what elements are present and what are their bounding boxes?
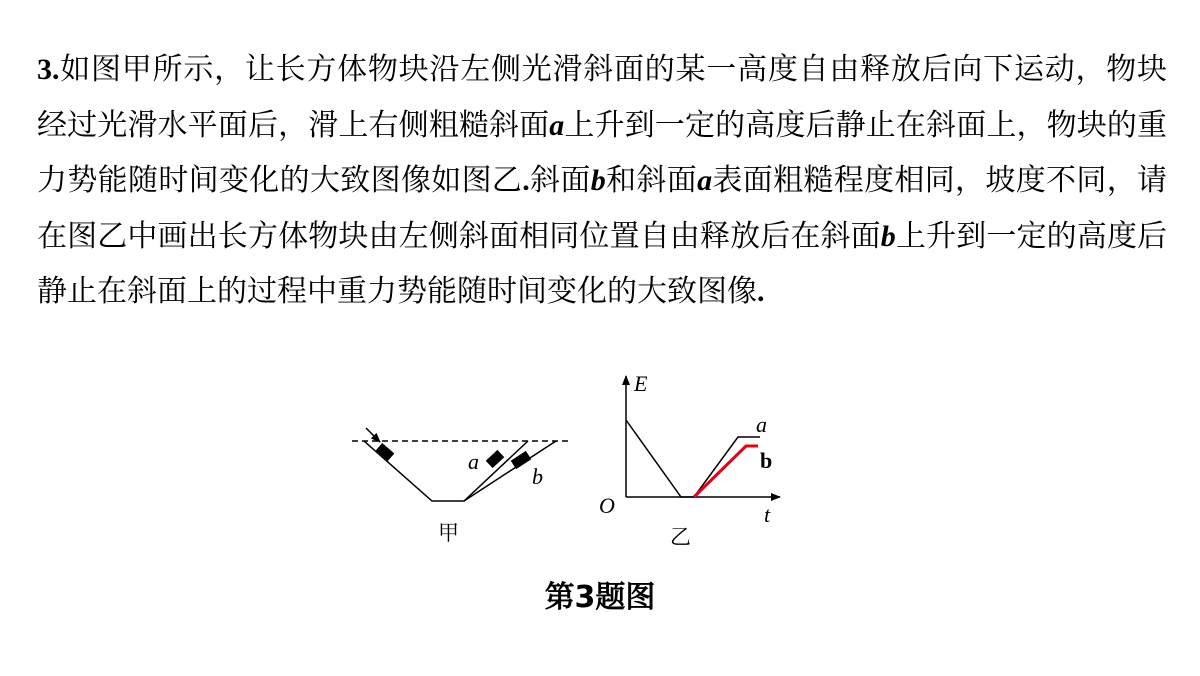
question-segment: 和斜面 [605, 163, 698, 198]
question-segment: 上升到一定的高度后静止在斜面上，物块的重力势能随时间变化的大致图像如图乙 [37, 107, 1167, 198]
energy-curve-a [626, 420, 760, 497]
question-segment: 如图甲所示，让长方体物块沿左侧光滑斜面的某一高度自由释放后向下运动，物块经过光滑水平面后，滑上右侧粗糙斜面 [37, 52, 1167, 143]
curve-a-label: a [756, 412, 767, 437]
curve-b-label: b [760, 448, 773, 473]
variable-b: b [590, 164, 606, 197]
question-segment: 斜面 [529, 163, 591, 198]
variable-b: b [880, 219, 896, 253]
figure-yi [599, 371, 780, 549]
slope-b-label: b [532, 464, 543, 489]
block-left-slope [376, 443, 395, 461]
figure-jia [352, 428, 572, 545]
question-segment: 上升到一定的高度后静止在斜面上的过程中重力势能随时间变化的大致图像 [37, 218, 1168, 309]
figure-jia-caption: 甲 [438, 521, 459, 545]
x-axis-label: t [764, 502, 771, 527]
origin-label: O [599, 493, 615, 518]
variable-a: a [549, 108, 565, 142]
question-number: 3. [37, 53, 60, 86]
figure-yi-caption: 乙 [670, 525, 691, 549]
slope-a-label: a [468, 449, 479, 474]
figure-caption: 第3题图 [544, 580, 656, 615]
sentence-period: . [757, 275, 765, 308]
y-axis-label: E [634, 371, 648, 396]
variable-a: a [697, 164, 713, 197]
release-arrow-icon [366, 428, 380, 442]
sentence-period: . [522, 164, 530, 197]
question-segment: 表面粗糙程度相同，坡度不同，请在图乙中画出长方体物块由左侧斜面相同位置自由释放后在斜面 [37, 163, 1168, 254]
